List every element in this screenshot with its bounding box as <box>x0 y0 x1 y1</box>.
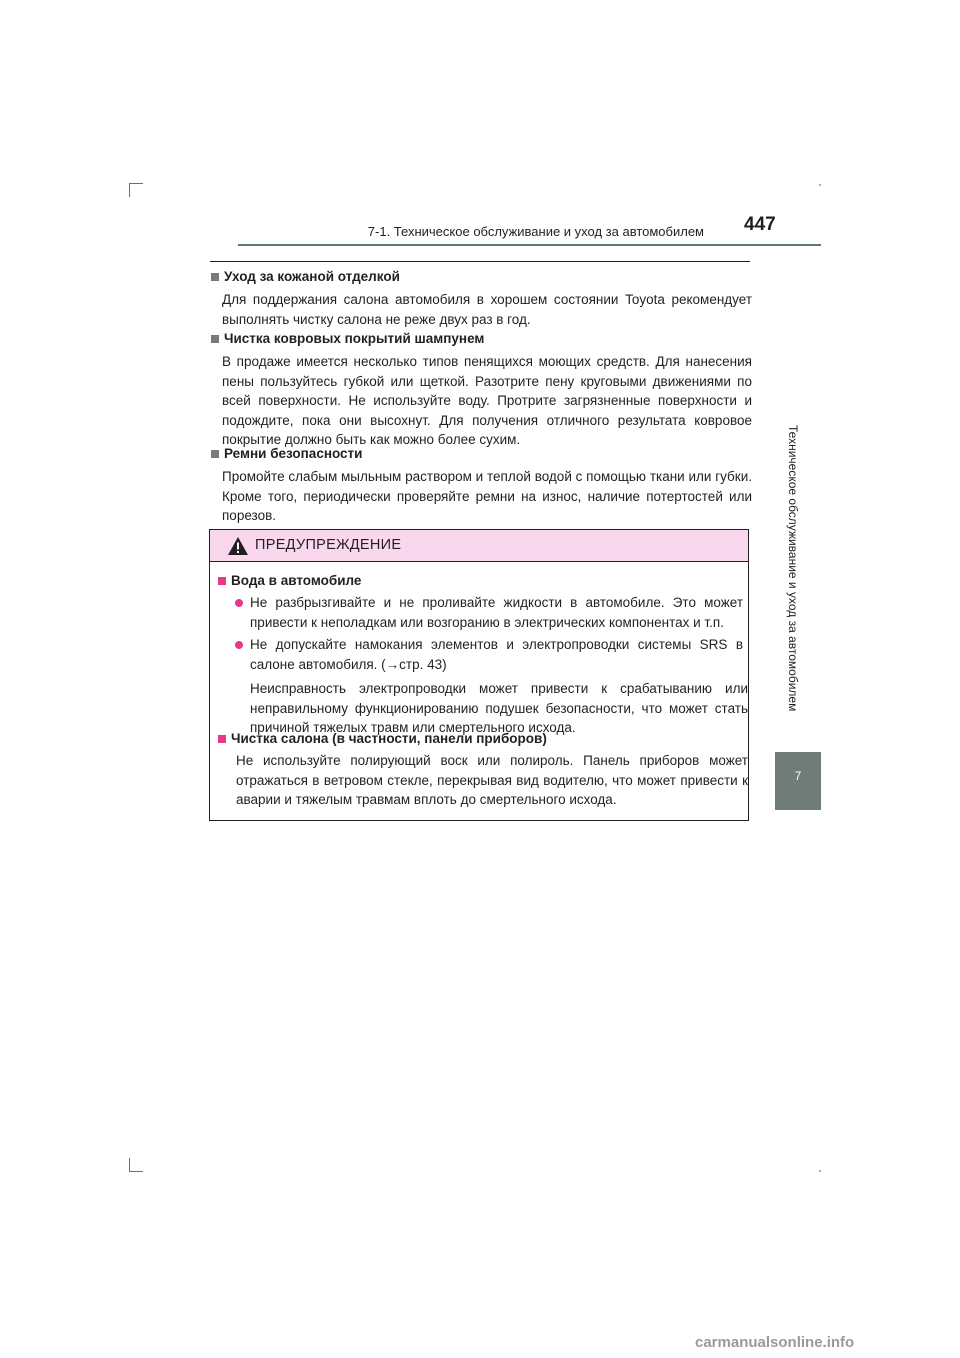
pink-square-icon <box>218 735 226 743</box>
warning-section-body: Не используйте полирующий воск или полироль. Панель приборов может отражаться в ветровом стекле, перекрывая вид водителю, что может привести к аварии и тяжелым травмам вплоть до смертельного исхода. <box>236 753 748 807</box>
gray-square-icon <box>211 450 219 458</box>
pink-bullet-icon <box>235 599 243 607</box>
section-body: Для поддержания салона автомобиля в хорошем состоянии Toyota рекомендует выполнять чистку салона не реже двух раз в год. <box>222 292 752 327</box>
warning-section-dashboard <box>218 730 748 810</box>
pink-square-icon <box>218 577 226 585</box>
section-heading: Уход за кожаной отделкой <box>210 268 755 286</box>
content-rule <box>210 261 750 262</box>
page-number: 447 <box>744 214 776 235</box>
warning-note: Неисправность электропроводки может привести к срабатыванию или неправильному функционированию подушек безопасности, что может стать причиной тяжелых травм или смертельного исхода. <box>250 681 748 735</box>
warning-triangle-icon <box>227 536 249 556</box>
section-leather-care <box>210 268 755 329</box>
warning-bullet: Не допускайте намокания элементов и электропроводки системы SRS в салоне автомобиля. (→стр. 43) <box>218 635 743 674</box>
gray-square-icon <box>211 335 219 343</box>
warning-box <box>209 529 749 821</box>
crop-dot <box>819 184 821 186</box>
warning-bullet: Не разбрызгивайте и не проливайте жидкости в автомобиле. Это может привести к неполадкам или возгоранию в электрических компонентах и т.п. <box>218 593 743 632</box>
section-carpet-shampoo <box>210 330 755 450</box>
section-body: Промойте слабым мыльным раствором и теплой водой с помощью ткани или губки. Кроме того, периодически проверяйте ремни на износ, наличие потертостей или порезов. <box>222 469 752 523</box>
crop-mark <box>129 183 143 184</box>
warning-section-water <box>218 572 748 738</box>
section-heading: Чистка ковровых покрытий шампунем <box>210 330 755 348</box>
header-rule <box>238 244 821 246</box>
chapter-tab[interactable] <box>775 752 821 810</box>
chapter-side-title: Техническое обслуживание и уход за автомобилем <box>786 425 800 712</box>
crop-dot <box>819 1170 821 1172</box>
gray-square-icon <box>211 273 219 281</box>
watermark-logo: carmanualsonline.info <box>695 1334 855 1351</box>
warning-header <box>210 530 748 562</box>
warning-section-heading: Чистка салона (в частности, панели приборов) <box>218 730 743 748</box>
crop-mark <box>129 1158 130 1172</box>
section-seat-belts <box>210 445 755 526</box>
warning-title: ПРЕДУПРЕЖДЕНИЕ <box>255 537 402 553</box>
section-heading: Ремни безопасности <box>210 445 755 463</box>
running-header: 7-1. Техническое обслуживание и уход за автомобилем <box>367 224 704 239</box>
warning-section-heading: Вода в автомобиле <box>218 572 743 590</box>
chapter-number: 7 <box>794 769 802 783</box>
section-body: В продаже имеется несколько типов пенящихся моющих средств. Для нанесения пены пользуйтесь губкой или щеткой. Разотрите пену круговыми движениями по всей поверхности. Не используйте воду. Протрите загрязненные поверхности и подождите, пока они высохнут. Для получения отличного результата ковровое покрытие должно быть как можно более сухим. <box>222 354 752 447</box>
crop-mark <box>129 1171 143 1172</box>
pink-bullet-icon <box>235 641 243 649</box>
crop-mark <box>129 183 130 197</box>
